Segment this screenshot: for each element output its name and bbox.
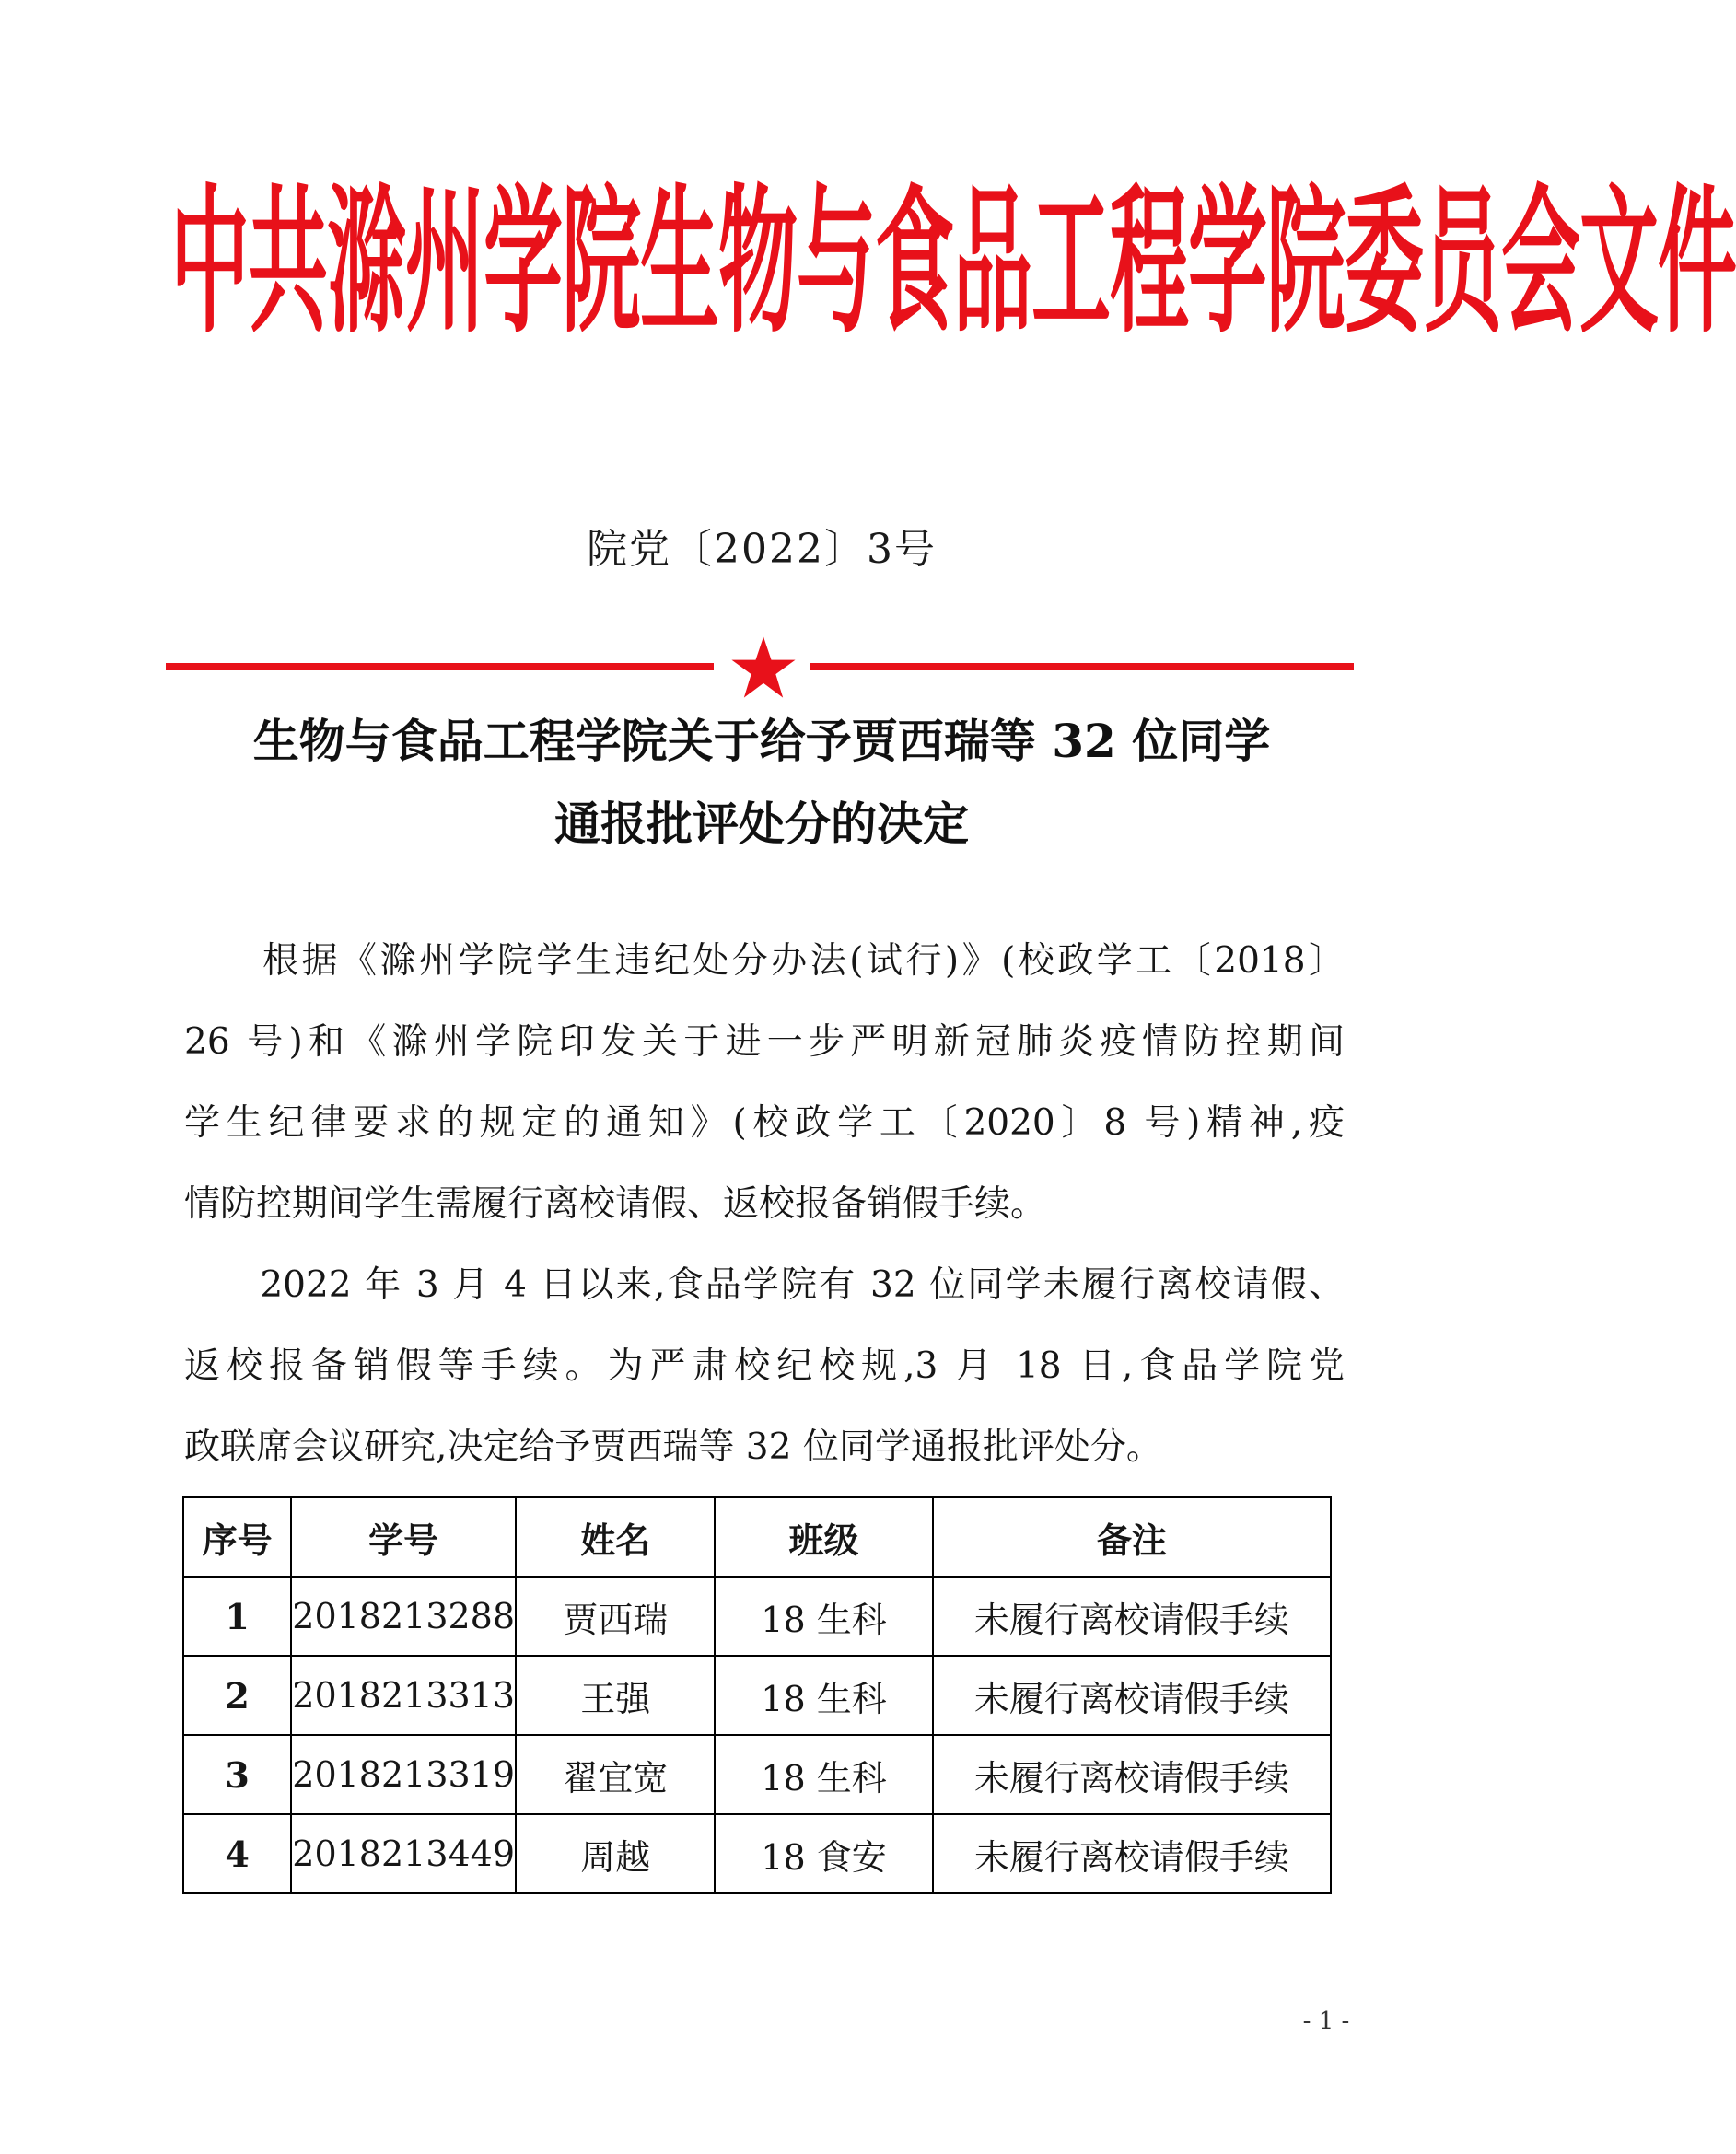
cell-name: 贾西瑞 bbox=[516, 1577, 715, 1656]
body-line-5: 2022 年 3 月 4 日以来,食品学院有 32 位同学未履行离校请假、 bbox=[184, 1264, 1345, 1306]
red-separator-left bbox=[166, 663, 714, 670]
column-header-class: 班级 bbox=[715, 1497, 932, 1577]
body-line-7: 政联席会议研究,决定给予贾西瑞等 32 位同学通报批评处分。 bbox=[184, 1426, 1162, 1468]
cell-student-id: 2018213288 bbox=[291, 1577, 516, 1656]
column-header-seq: 序号 bbox=[183, 1497, 291, 1577]
cell-student-id: 2018213319 bbox=[291, 1735, 516, 1814]
notice-title-line1: 生物与食品工程学院关于给予贾西瑞等 32 位同学 bbox=[252, 714, 1271, 768]
table-header-row bbox=[183, 1497, 1331, 1577]
column-header-student-id: 学号 bbox=[291, 1497, 516, 1577]
cell-seq: 4 bbox=[183, 1814, 291, 1893]
table-row bbox=[183, 1735, 1331, 1814]
column-header-name: 姓名 bbox=[516, 1497, 715, 1577]
cell-class: 18 生科 bbox=[715, 1656, 932, 1735]
cell-class: 18 生科 bbox=[715, 1735, 932, 1814]
table-row bbox=[183, 1656, 1331, 1735]
page-number: - 1 - bbox=[1302, 2008, 1350, 2035]
notice-title-line2: 通报批评处分的决定 bbox=[554, 797, 969, 851]
cell-name: 翟宜宽 bbox=[516, 1735, 715, 1814]
cell-student-id: 2018213313 bbox=[291, 1656, 516, 1735]
cell-remark: 未履行离校请假手续 bbox=[933, 1735, 1331, 1814]
cell-name: 王强 bbox=[516, 1656, 715, 1735]
body-line-3: 学生纪律要求的规定的通知》(校政学工〔2020〕8 号)精神,疫 bbox=[184, 1102, 1345, 1144]
cell-name: 周越 bbox=[516, 1814, 715, 1893]
cell-seq: 1 bbox=[183, 1577, 291, 1656]
student-roster-table bbox=[182, 1496, 1332, 1894]
table-row bbox=[183, 1577, 1331, 1656]
cell-class: 18 生科 bbox=[715, 1577, 932, 1656]
star-icon bbox=[730, 635, 797, 702]
cell-remark: 未履行离校请假手续 bbox=[933, 1814, 1331, 1893]
body-line-1: 根据《滁州学院学生违纪处分办法(试行)》(校政学工〔2018〕 bbox=[184, 940, 1345, 982]
document-header-title: 中共滁州学院生物与食品工程学院委员会文件 bbox=[170, 169, 1736, 355]
cell-seq: 2 bbox=[183, 1656, 291, 1735]
body-line-4: 情防控期间学生需履行离校请假、返校报备销假手续。 bbox=[184, 1183, 1047, 1225]
body-line-2: 26 号)和《滁州学院印发关于进一步严明新冠肺炎疫情防控期间 bbox=[184, 1021, 1345, 1063]
red-separator-right bbox=[810, 663, 1354, 670]
column-header-remark: 备注 bbox=[933, 1497, 1331, 1577]
body-line-6: 返校报备销假等手续。为严肃校纪校规,3 月 18 日,食品学院党 bbox=[184, 1345, 1345, 1387]
cell-class: 18 食安 bbox=[715, 1814, 932, 1893]
table-row bbox=[183, 1814, 1331, 1893]
cell-remark: 未履行离校请假手续 bbox=[933, 1577, 1331, 1656]
cell-student-id: 2018213449 bbox=[291, 1814, 516, 1893]
cell-seq: 3 bbox=[183, 1735, 291, 1814]
cell-remark: 未履行离校请假手续 bbox=[933, 1656, 1331, 1735]
document-number: 院党〔2022〕3号 bbox=[587, 526, 937, 573]
